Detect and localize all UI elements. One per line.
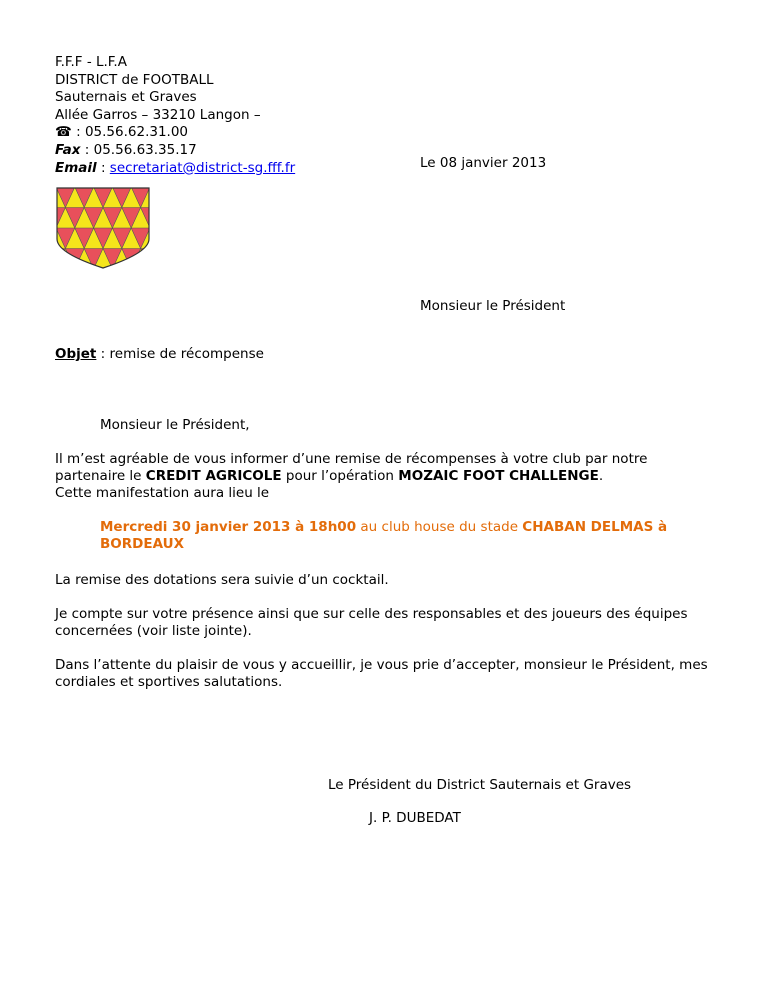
recipient: Monsieur le Président xyxy=(420,298,566,314)
subject-label: Objet xyxy=(55,346,97,362)
p2-text: Cette manifestation aura lieu le xyxy=(55,485,270,501)
letter-date: Le 08 janvier 2013 xyxy=(420,155,547,171)
letterhead xyxy=(55,54,295,177)
phone-number: : 05.56.62.31.00 xyxy=(71,124,189,141)
letterhead-fax xyxy=(55,142,295,160)
letterhead-line-district: DISTRICT de FOOTBALL xyxy=(55,71,214,88)
body-paragraph-3: La remise des dotations sera suivie d’un cocktail. xyxy=(55,572,389,588)
body-paragraph-5: Dans l’attente du plaisir de vous y accueillir, je vous prie d’accepter, monsieur le Président, mes cordiales et sportives salutations. xyxy=(55,657,708,690)
email-separator: : xyxy=(96,159,110,176)
district-crest-icon xyxy=(56,187,150,269)
body-paragraph-4: Je compte sur votre présence ainsi que sur celle des responsables et des joueurs des équipes concernées (voir liste jointe). xyxy=(55,606,688,639)
body-paragraph-1 xyxy=(55,451,715,502)
email-label: Email xyxy=(55,159,97,176)
signature-name: J. P. DUBEDAT xyxy=(369,810,461,826)
phone-icon: ☎ xyxy=(55,124,72,141)
signature-title: Le Président du District Sauternais et Graves xyxy=(328,777,632,793)
event-venue: CHABAN DELMAS à BORDEAUX xyxy=(100,519,668,552)
letterhead-email xyxy=(55,160,295,178)
letterhead-line-address: Allée Garros – 33210 Langon – xyxy=(55,106,261,123)
letterhead-line-federation: F.F.F - L.F.A xyxy=(55,54,127,70)
operation-name: MOZAIC FOOT CHALLENGE xyxy=(398,468,599,484)
event-details xyxy=(100,519,700,553)
p1-text-e: . xyxy=(598,468,604,484)
subject-text: : remise de récompense xyxy=(96,346,264,362)
email-link[interactable]: secretariat@district-sg.fff.fr xyxy=(109,159,296,176)
p1-text-c: pour l’opération xyxy=(281,468,399,484)
fax-label: Fax xyxy=(55,141,81,158)
p1-text-a: Il m’est agréable de vous informer d’une remise de récompenses à votre club par notre partenaire le xyxy=(55,451,648,484)
event-date: Mercredi 30 janvier 2013 à 18h00 xyxy=(100,519,357,535)
partner-name: CREDIT AGRICOLE xyxy=(145,468,282,484)
subject-line xyxy=(55,346,264,363)
event-location-text: au club house du stade xyxy=(356,519,523,535)
salutation: Monsieur le Président, xyxy=(100,417,250,433)
fax-number: : 05.56.63.35.17 xyxy=(80,141,197,158)
letterhead-phone xyxy=(55,124,295,142)
letterhead-line-region: Sauternais et Graves xyxy=(55,89,197,106)
